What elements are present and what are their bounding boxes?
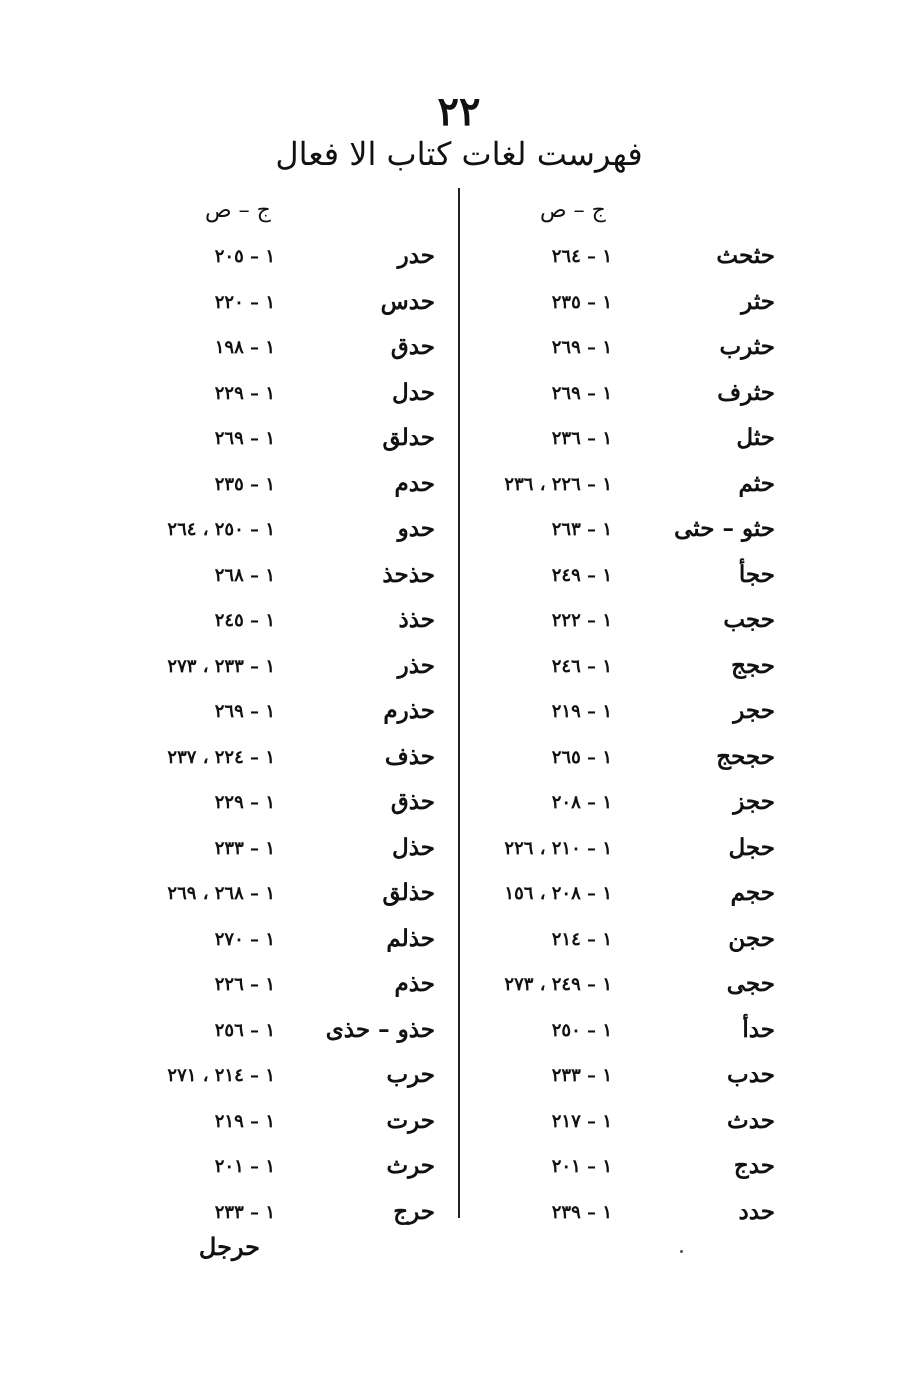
right-entry-word: حثرف: [717, 378, 775, 406]
left-entry-word: حدق: [390, 333, 435, 360]
right-entry-ref: ١ – ٢٣٥: [551, 291, 612, 313]
left-entry-ref: ١ – ٢٢٠: [214, 291, 275, 313]
column-divider: [458, 188, 460, 1218]
left-entry-ref: ١ – ٢٦٩: [214, 428, 275, 449]
right-entry-word: حجن: [728, 924, 775, 952]
right-entry-word: حثل: [736, 424, 775, 451]
right-entry-ref: ١ – ٢٦٤: [551, 246, 612, 267]
left-entry-ref: ١ – ٢٣٣: [214, 837, 275, 859]
left-entry-ref: ١ – ٢٧٠: [214, 928, 275, 950]
right-entry-ref: ١ – ٢٦٣: [551, 519, 612, 540]
left-entry-ref: ١ – ٢٢٦: [214, 974, 275, 995]
left-entry-ref: ١ – ٢٢٩: [214, 792, 275, 813]
right-entry-word: حدد: [738, 1197, 775, 1225]
right-entry-word: حثم: [738, 469, 775, 497]
right-entry-ref: ١ – ٢٣٩: [551, 1201, 612, 1223]
right-entry-word: حجم: [730, 879, 775, 906]
left-entry-ref: ١ – ٢٥٦: [214, 1019, 275, 1041]
right-entry-word: حجحج: [716, 742, 775, 770]
left-entry-word: حذر: [397, 651, 435, 679]
right-entry-ref: ١ – ٢٦٩: [551, 382, 612, 404]
right-entry-ref: ١ – ٢٤٩: [551, 564, 612, 586]
page-title: فهرست لغات كتاب الا فعال: [275, 135, 643, 173]
right-entry-ref: ١ – ٢١٧: [551, 1110, 612, 1132]
left-entry-word: حدر: [397, 242, 435, 269]
left-entry-word: حدم: [394, 469, 435, 497]
ink-speck: [680, 1250, 683, 1253]
right-entry-word: حثحث: [716, 242, 775, 269]
left-entry-ref: ١ – ٢١٤ ، ٢٧١: [167, 1065, 275, 1086]
right-entry-word: حجل: [728, 833, 775, 861]
left-entry-word: حدل: [391, 378, 435, 406]
left-column-header: ج – ص: [205, 198, 271, 223]
right-entry-ref: ١ – ٢٠٨ ، ١٥٦: [504, 883, 612, 904]
left-entry-ref: ١ – ٢٣٥: [214, 473, 275, 495]
left-entry-ref: ١ – ٢١٩: [214, 1110, 275, 1132]
left-entry-ref: ١ – ٢٢٩: [214, 382, 275, 404]
left-entry-word: حرت: [386, 1106, 435, 1134]
right-entry-word: حجأ: [738, 560, 775, 588]
left-entry-word: حذلم: [386, 924, 435, 952]
right-entry-ref: ١ – ٢٦٥: [551, 746, 612, 768]
right-entry-word: حدب: [727, 1061, 775, 1088]
left-entry-word: حذذ: [398, 606, 435, 633]
right-column-header: ج – ص: [540, 198, 606, 223]
footer-word: حرجل: [198, 1232, 260, 1261]
left-entry-word: حدو: [397, 515, 435, 542]
right-entry-word: حثر: [741, 287, 775, 315]
right-entry-ref: ١ – ٢٠١: [551, 1156, 612, 1177]
left-entry-word: حذق: [390, 788, 435, 815]
left-entry-ref: ١ – ١٩٨: [214, 337, 275, 358]
right-entry-word: حجز: [733, 788, 775, 815]
right-entry-word: حثو – حثى: [674, 515, 775, 542]
left-entry-ref: ١ – ٢٠١: [214, 1156, 275, 1177]
left-entry-ref: ١ – ٢٠٥: [214, 246, 275, 267]
left-entry-word: حدس: [380, 287, 435, 315]
left-entry-ref: ١ – ٢٦٨: [214, 564, 275, 586]
left-entry-word: حدلق: [382, 424, 435, 451]
right-entry-word: حجج: [731, 651, 775, 679]
right-entry-word: حدج: [733, 1152, 775, 1179]
left-entry-word: حرج: [393, 1197, 435, 1225]
right-entry-ref: ١ – ٢١٤: [551, 928, 612, 950]
left-entry-word: حذو – حذى: [325, 1015, 435, 1043]
left-entry-word: حذلق: [382, 879, 435, 906]
right-entry-ref: ١ – ٢٦٩: [551, 337, 612, 358]
page-number: ٢٢: [437, 88, 481, 135]
left-entry-word: حرث: [386, 1152, 435, 1179]
left-entry-ref: ١ – ٢٦٨ ، ٢٦٩: [167, 883, 275, 904]
left-entry-ref: ١ – ٢٣٣ ، ٢٧٣: [167, 655, 275, 677]
right-entry-word: حجر: [733, 697, 775, 724]
left-entry-word: حرب: [386, 1061, 435, 1088]
left-entry-word: حذل: [391, 833, 435, 861]
right-entry-ref: ١ – ٢٢٢: [551, 610, 612, 631]
right-entry-ref: ١ – ٢١٠ ، ٢٢٦: [504, 837, 612, 859]
right-entry-ref: ١ – ٢٠٨: [551, 792, 612, 813]
right-entry-ref: ١ – ٢٤٩ ، ٢٧٣: [504, 974, 612, 995]
left-entry-word: حذم: [394, 970, 435, 997]
left-entry-word: حذف: [384, 742, 435, 770]
right-entry-ref: ١ – ٢٤٦: [551, 655, 612, 677]
left-entry-ref: ١ – ٢٤٥: [214, 610, 275, 631]
right-entry-word: حدث: [727, 1106, 775, 1134]
right-entry-ref: ١ – ٢١٩: [551, 701, 612, 722]
left-entry-ref: ١ – ٢٢٤ ، ٢٣٧: [167, 746, 275, 768]
left-entry-word: حذحذ: [382, 560, 435, 588]
right-entry-word: حدأ: [742, 1015, 775, 1043]
right-entry-word: حجى: [726, 970, 775, 997]
right-entry-ref: ١ – ٢٢٦ ، ٢٣٦: [504, 473, 612, 495]
left-entry-ref: ١ – ٢٥٠ ، ٢٦٤: [167, 519, 275, 540]
right-entry-ref: ١ – ٢٣٣: [551, 1065, 612, 1086]
left-entry-ref: ١ – ٢٣٣: [214, 1201, 275, 1223]
right-entry-ref: ١ – ٢٣٦: [551, 428, 612, 449]
right-entry-word: حثرب: [719, 333, 775, 360]
left-entry-ref: ١ – ٢٦٩: [214, 701, 275, 722]
left-entry-word: حذرم: [383, 697, 435, 724]
right-entry-ref: ١ – ٢٥٠: [551, 1019, 612, 1041]
right-entry-word: حجب: [723, 606, 775, 633]
